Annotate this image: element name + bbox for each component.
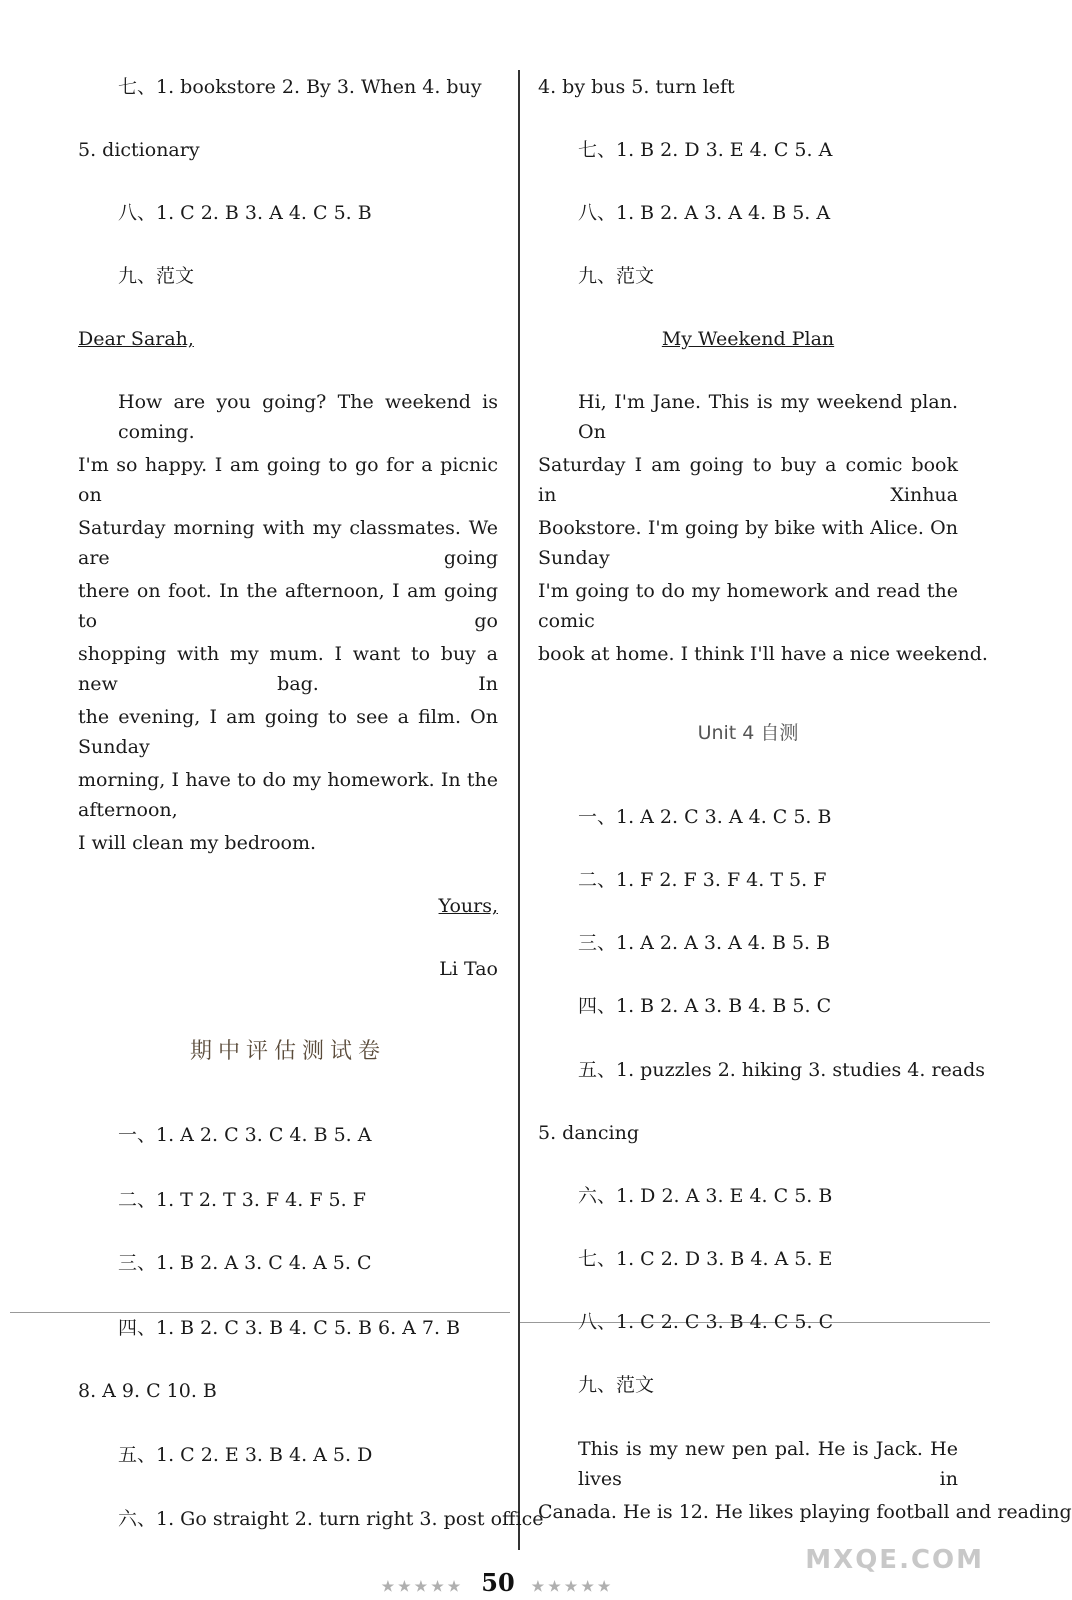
midterm-q4-line1: 四、1. B 2. C 3. B 4. C 5. B 6. A 7. B <box>118 1317 461 1339</box>
midterm-q4-line2: 8. A 9. C 10. B <box>78 1380 217 1402</box>
page-number: 50 <box>481 1568 515 1597</box>
q8-answers: 八、1. B 2. A 3. A 4. B 5. A <box>578 202 831 224</box>
q6-answers-continued: 4. by bus 5. turn left <box>538 76 735 98</box>
letter-signature: Li Tao <box>439 958 498 980</box>
unit4-q4: 四、1. B 2. A 3. B 4. B 5. C <box>578 995 832 1017</box>
unit4-q3: 三、1. A 2. A 3. A 4. B 5. B <box>578 932 831 954</box>
unit4-q6: 六、1. D 2. A 3. E 4. C 5. B <box>578 1185 833 1207</box>
essay-body-line: Bookstore. I'm going by bike with Alice. On Sunday <box>538 517 958 569</box>
essay-title-wrap <box>538 324 958 354</box>
q9-heading: 九、范文 <box>578 265 655 287</box>
q9-heading: 九、范文 <box>118 265 195 287</box>
letter-closing: Yours, <box>438 895 498 917</box>
unit4-q8: 八、1. C 2. C 3. B 4. C 5. C <box>578 1311 834 1333</box>
column-divider <box>518 70 520 1550</box>
letter-body-line: shopping with my mum. I want to buy a new bag. In <box>78 643 498 695</box>
unit4-essay-line: This is my new pen pal. He is Jack. He lives in <box>578 1438 958 1490</box>
letter-body-line: there on foot. In the afternoon, I am going to go <box>78 580 498 632</box>
essay-body-line: book at home. I think I'll have a nice weekend. <box>538 643 988 665</box>
essay-body-line: Hi, I'm Jane. This is my weekend plan. On <box>578 391 958 443</box>
q7-answers-line1: 七、1. bookstore 2. By 3. When 4. buy <box>118 76 482 98</box>
unit4-essay-line: Canada. He is 12. He likes playing football and reading <box>538 1501 1072 1523</box>
letter-greeting-wrap <box>78 324 498 354</box>
q8-answers: 八、1. C 2. B 3. A 4. C 5. B <box>118 202 372 224</box>
letter-closing-wrap <box>78 891 498 921</box>
midterm-test-title: 期中评估测试卷 <box>189 1039 386 1064</box>
letter-body-line: How are you going? The weekend is coming. <box>118 391 498 443</box>
footer-stars-left: ★★★★★ <box>381 1579 465 1595</box>
watermark: MXQE.COM <box>805 1545 984 1575</box>
letter-body-line: I will clean my bedroom. <box>78 832 317 854</box>
letter-body-line: morning, I have to do my homework. In the afternoon, <box>78 769 498 821</box>
unit4-q2: 二、1. F 2. F 3. F 4. T 5. F <box>578 869 827 891</box>
essay-body-line: I'm going to do my homework and read the comic <box>538 580 958 632</box>
essay-title: My Weekend Plan <box>661 328 835 350</box>
essay-body-line: Saturday I am going to buy a comic book in Xinhua <box>538 454 958 506</box>
unit4-q5-line2: 5. dancing <box>538 1122 640 1144</box>
letter-body-line: the evening, I am going to see a film. On Sunday <box>78 706 498 758</box>
unit4-q7: 七、1. C 2. D 3. B 4. A 5. E <box>578 1248 833 1270</box>
letter-body-line: Saturday morning with my classmates. We are going <box>78 517 498 569</box>
midterm-q3: 三、1. B 2. A 3. C 4. A 5. C <box>118 1252 372 1274</box>
q7-answers: 七、1. B 2. D 3. E 4. C 5. A <box>578 139 833 161</box>
letter-greeting: Dear Sarah, <box>78 328 194 350</box>
unit4-q5-line1: 五、1. puzzles 2. hiking 3. studies 4. reads <box>578 1059 986 1081</box>
midterm-q1: 一、1. A 2. C 3. C 4. B 5. A <box>118 1124 372 1146</box>
midterm-q2: 二、1. T 2. T 3. F 4. F 5. F <box>118 1189 366 1211</box>
midterm-q6: 六、1. Go straight 2. turn right 3. post office <box>118 1508 544 1530</box>
q7-answers-line2: 5. dictionary <box>78 139 200 161</box>
footer-stars-right: ★★★★★ <box>531 1579 615 1595</box>
unit4-title: Unit 4 自测 <box>697 722 799 744</box>
unit4-q1: 一、1. A 2. C 3. A 4. C 5. B <box>578 806 832 828</box>
unit4-q9-heading: 九、范文 <box>578 1374 655 1396</box>
letter-body-line: I'm so happy. I am going to go for a picnic on <box>78 454 498 506</box>
midterm-q5: 五、1. C 2. E 3. B 4. A 5. D <box>118 1444 373 1466</box>
